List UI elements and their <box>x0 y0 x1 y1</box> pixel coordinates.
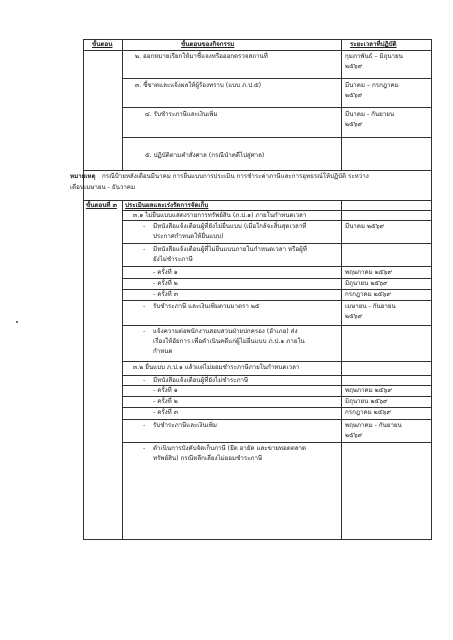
year-row-4: ๒๕๖๙ <box>345 121 363 128</box>
s32-round-3-label: - ครั้งที่ ๓ <box>153 409 178 416</box>
header-activity: ขั้นตอนของกิจกรรม <box>181 41 235 48</box>
activity-row-3: ๓. ชี้ขาดและแจ้งผลให้ผู้ร้องทราบ (แบบ ภ.ป.๕) <box>135 82 262 89</box>
s32-c-line1: ดำเนินการบังคับจัดเก็บภาษี (ยึด อายัด และขายทอดตลาด <box>153 445 307 452</box>
s31-round-1-label: - ครั้งที่ ๑ <box>153 269 178 276</box>
step-3-label: ขั้นตอนที่ ๓ <box>86 202 117 209</box>
s31-b-line2: ยังไม่ชำระภาษี <box>153 256 193 263</box>
period-row-2: กุมภาพันธ์ – มิถุนายน <box>345 53 403 60</box>
s31-b-line1: มีหนังสือแจ้งเตือนผู้ที่ไม่ยื่นแบบภายในกำหนดเวลา หรือผู้ที่ <box>153 246 307 253</box>
s31-round-3-period: กรกฎาคม ๒๕๖๙ <box>345 291 391 298</box>
s32-round-1-label: - ครั้งที่ ๑ <box>153 387 178 394</box>
bullet-dash: - <box>143 422 146 429</box>
s32-round-3-period: กรกฎาคม ๒๕๖๙ <box>345 409 391 416</box>
bullet-dash: - <box>143 445 146 452</box>
s31-round-2-label: - ครั้งที่ ๒ <box>153 280 178 287</box>
note-line-2: เดือนเมษายน - ธันวาคม <box>70 184 136 191</box>
activity-row-2: ๒. ออกหมายเรียกให้มาชี้แจงหรือออกตรวจสถานที่ <box>135 53 268 60</box>
header-step: ขั้นตอน <box>92 41 113 48</box>
note-label: หมายเหตุ <box>70 173 96 180</box>
s31-a-period: มีนาคม ๒๕๖๙ <box>345 223 385 230</box>
s31-round-3-label: - ครั้งที่ ๓ <box>153 291 178 298</box>
s31-d-line1: แจ้งความต่อพนักงานสอบสวนฝ่ายปกครอง (อำเภอ) ส่ง <box>153 328 298 335</box>
s31-c-period: เมษายน - กันยายน <box>345 303 396 310</box>
period-row-4: มีนาคม - กันยายน <box>345 111 395 118</box>
s31-round-2-period: มิถุนายน ๒๕๖๙ <box>345 280 388 287</box>
bullet-dash: - <box>143 328 146 335</box>
s32-round-1-period: พฤษภาคม ๒๕๖๙ <box>345 387 392 394</box>
s31-a-line1: มีหนังสือแจ้งเตือนผู้ที่ยังไม่ยื่นแบบ (เมื่อใกล้จะสิ้นสุดเวลาที่ <box>153 223 307 230</box>
s32-round-2-period: มิถุนายน ๒๕๖๙ <box>345 398 388 405</box>
bullet-dash: - <box>143 223 146 230</box>
section-3-1: ๓.๑ ไม่ยื่นแบบแสดงรายการทรัพย์สิน (ภ.ป.๑) ภายในกำหนดเวลา <box>133 212 307 219</box>
note-line-1: กรณีป้ายหลังเดือนมีนาคม การยื่นแบบการประเมิน การชำระค่าภาษีและการอุทธรณ์ให้ปฏิบัติ ระหว่าง <box>102 173 369 180</box>
margin-mark <box>16 321 18 323</box>
bullet-dash: - <box>143 246 146 253</box>
activity-row-5: ๕. ปฏิบัติตามคำสั่งศาล (กรณีนำคดีไปสู่ศาล) <box>145 152 265 159</box>
bullet-dash: - <box>143 377 146 384</box>
s31-d-line3: กำหนด <box>153 348 173 355</box>
activity-row-4: ๔. รับชำระภาษีและเงินเพิ่ม <box>145 111 218 118</box>
s31-c-year: ๒๕๖๙ <box>345 313 363 320</box>
s32-b-year: ๒๕๖๙ <box>345 432 363 439</box>
period-row-3: มีนาคม – กรกฎาคม <box>345 82 399 89</box>
year-row-3: ๒๕๖๙ <box>345 92 363 99</box>
s32-b-period: พฤษภาคม - กันยายน <box>345 422 402 429</box>
s31-round-1-period: พฤษภาคม ๒๕๖๙ <box>345 269 392 276</box>
schedule-table <box>70 39 431 539</box>
s32-c-line2: ทรัพย์สิน) กรณีหลีกเลี่ยงไม่ยอมชำระภาษี <box>153 455 263 462</box>
year-row-2: ๒๕๖๙ <box>345 63 363 70</box>
s32-round-2-label: - ครั้งที่ ๒ <box>153 398 178 405</box>
bullet-dash: - <box>143 303 146 310</box>
s32-a: มีหนังสือแจ้งเตือนผู้ที่ยังไม่ชำระภาษี <box>153 377 249 384</box>
step-3-title: ประเมินผลและเร่งรัดการจัดเก็บ <box>125 202 209 209</box>
s32-b: รับชำระภาษีและเงินเพิ่ม <box>153 422 217 429</box>
s31-a-line2: ประกาศกำหนดให้ยื่นแบบ) <box>153 233 224 240</box>
header-period: ระยะเวลาที่ปฏิบัติ <box>350 41 397 48</box>
section-3-2: ๓.๒ ยื่นแบบ ภ.ป.๑ แล้วแต่ไม่ยอมชำระภาษีภายในกำหนดเวลา <box>133 364 300 371</box>
s31-d-line2: เรื่องให้อัยการ เพื่อดำเนินคดีแก่ผู้ไม่ยื่นแบบ ภ.ป.๑ ภายใน <box>153 338 305 345</box>
s31-c: รับชำระภาษี และเงินเพิ่มตามมาตรา ๒๕ <box>153 303 260 310</box>
